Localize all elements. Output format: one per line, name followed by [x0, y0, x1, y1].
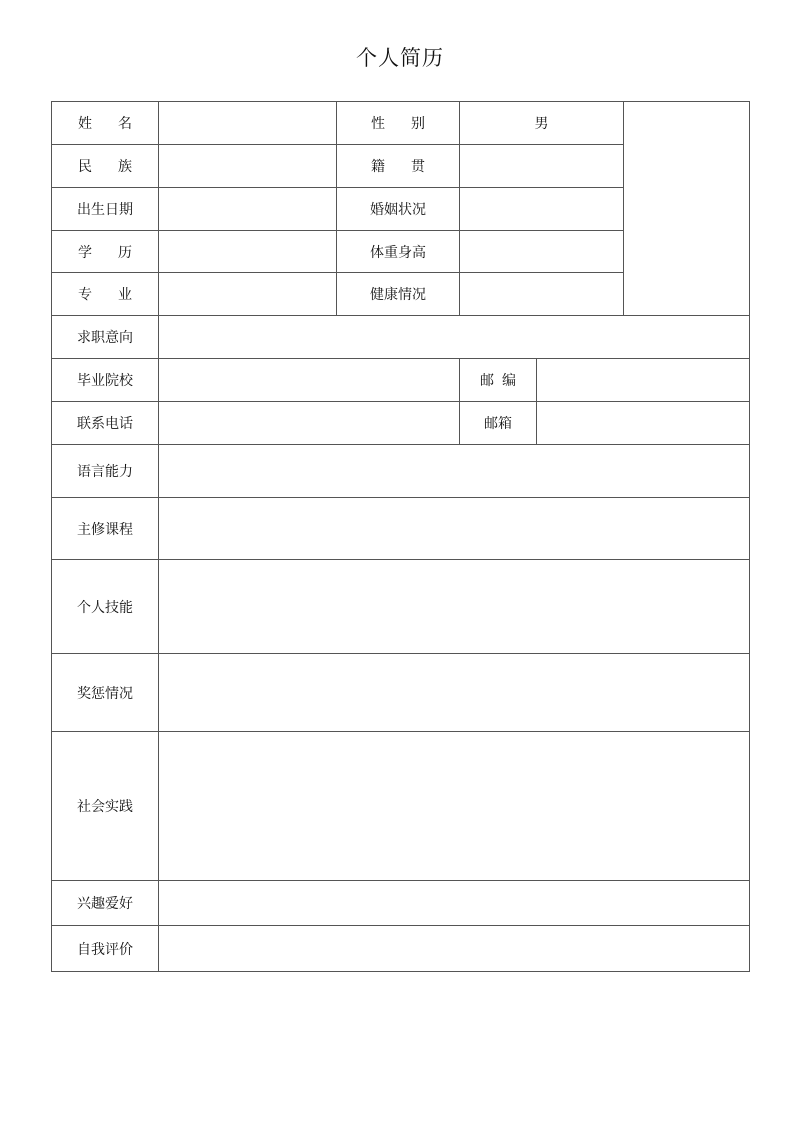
birth-date-field[interactable] [159, 188, 337, 231]
practice-label: 社会实践 [52, 732, 159, 881]
major-label: 专业 [52, 273, 159, 316]
self-eval-field[interactable] [159, 926, 750, 972]
table-row [52, 402, 750, 445]
education-field[interactable] [159, 231, 337, 273]
height-weight-label: 体重身高 [337, 231, 460, 273]
ethnicity-field[interactable] [159, 145, 337, 188]
birth-date-label: 出生日期 [52, 188, 159, 231]
job-intent-label: 求职意向 [52, 316, 159, 359]
major-field[interactable] [159, 273, 337, 316]
postcode-label: 邮编 [460, 359, 537, 402]
gender-field[interactable]: 男 [460, 102, 624, 145]
table-row [52, 102, 750, 145]
self-eval-label: 自我评价 [52, 926, 159, 972]
hobbies-field[interactable] [159, 881, 750, 926]
health-label: 健康情况 [337, 273, 460, 316]
school-label: 毕业院校 [52, 359, 159, 402]
email-label: 邮箱 [460, 402, 537, 445]
courses-field[interactable] [159, 498, 750, 560]
table-row [52, 359, 750, 402]
job-intent-field[interactable] [159, 316, 750, 359]
photo-area[interactable] [624, 102, 750, 316]
marital-status-label: 婚姻状况 [337, 188, 460, 231]
skills-field[interactable] [159, 560, 750, 654]
email-field[interactable] [537, 402, 750, 445]
education-label: 学历 [52, 231, 159, 273]
marital-status-field[interactable] [460, 188, 624, 231]
hobbies-label: 兴趣爱好 [52, 881, 159, 926]
courses-label: 主修课程 [52, 498, 159, 560]
health-field[interactable] [460, 273, 624, 316]
ethnicity-label: 民族 [52, 145, 159, 188]
resume-table [51, 101, 750, 972]
awards-field[interactable] [159, 654, 750, 732]
phone-label: 联系电话 [52, 402, 159, 445]
gender-label: 性别 [337, 102, 460, 145]
school-field[interactable] [159, 359, 460, 402]
language-label: 语言能力 [52, 445, 159, 498]
table-row [52, 316, 750, 359]
postcode-field[interactable] [537, 359, 750, 402]
table-row [52, 498, 750, 560]
table-row [52, 445, 750, 498]
native-place-field[interactable] [460, 145, 624, 188]
table-row [52, 881, 750, 926]
practice-field[interactable] [159, 732, 750, 881]
table-row [52, 732, 750, 881]
name-label: 姓名 [52, 102, 159, 145]
table-row [52, 926, 750, 972]
language-field[interactable] [159, 445, 750, 498]
table-row [52, 654, 750, 732]
native-place-label: 籍贯 [337, 145, 460, 188]
height-weight-field[interactable] [460, 231, 624, 273]
name-field[interactable] [159, 102, 337, 145]
awards-label: 奖惩情况 [52, 654, 159, 732]
skills-label: 个人技能 [52, 560, 159, 654]
page-title: 个人简历 [356, 46, 444, 70]
table-row [52, 560, 750, 654]
phone-field[interactable] [159, 402, 460, 445]
